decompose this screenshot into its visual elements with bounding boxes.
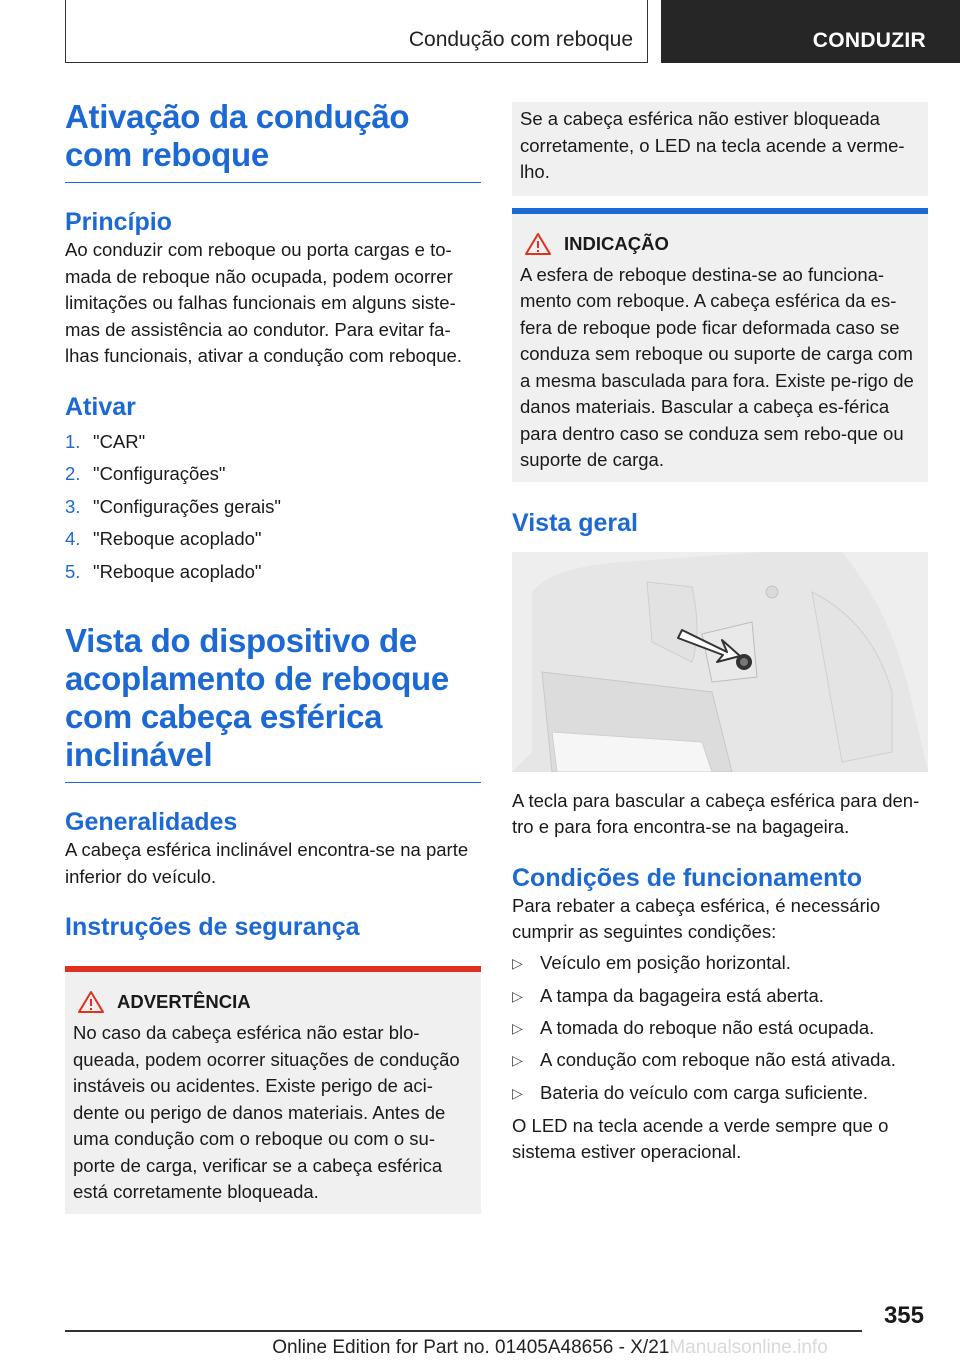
step-item: 5. "Reboque acoplado" xyxy=(65,560,262,582)
conditions-list xyxy=(512,948,928,1109)
header-chapter-tab xyxy=(661,0,960,63)
warning-box xyxy=(65,966,481,1214)
header-section-tab xyxy=(65,0,648,63)
list-item: ▷ Veículo em posição horizontal. xyxy=(512,948,928,980)
footer-watermark: Manualsonline.info xyxy=(669,1337,828,1358)
heading-overview: Vista geral xyxy=(512,508,639,537)
activation-steps xyxy=(65,426,481,589)
warning-title: ADVERTÊNCIA xyxy=(117,991,251,1012)
footer-edition: Online Edition for Part no. 01405A48656 - X/21 xyxy=(272,1337,670,1358)
footer-divider xyxy=(65,1330,862,1332)
heading-device-view: Vista do dispositivo de acoplamento de reboque com cabeça esférica inclinável xyxy=(65,622,481,783)
heading-safety: Instruções de segurança xyxy=(65,913,360,941)
header-chapter-title: CONDUZIR xyxy=(812,29,926,52)
paragraph-conditions: Para rebater a cabeça esférica, é necessário cumprir as seguintes condições: xyxy=(512,894,881,942)
triangle-bullet-icon: ▷ xyxy=(512,1052,523,1069)
notice-triangle-icon xyxy=(524,232,552,256)
triangle-bullet-icon: ▷ xyxy=(512,955,523,972)
triangle-bullet-icon: ▷ xyxy=(512,1019,523,1036)
list-item: ▷ A tomada do reboque não está ocupada. xyxy=(512,1012,928,1044)
list-item: ▷ A tampa da bagageira está aberta. xyxy=(512,980,928,1012)
warning-text: No caso da cabeça esférica não estar blo-queada, podem ocorrer situações de condução instáveis ou acidentes. Existe perigo de aci-dente ou perigo de danos materiais. Antes de uma condução com o reboque ou com o su-porte de carga, verificar se a cabeça esférica está corretamente bloqueada. xyxy=(73,1022,460,1202)
triangle-bullet-icon: ▷ xyxy=(512,1084,523,1101)
triangle-bullet-icon: ▷ xyxy=(512,987,523,1004)
step-item: 1. "CAR" xyxy=(65,430,146,452)
heading-activation: Ativação da condução com reboque xyxy=(65,98,481,183)
continued-note-box xyxy=(512,102,928,196)
list-item: ▷ A condução com reboque não está ativada. xyxy=(512,1044,928,1076)
notice-box xyxy=(512,208,928,482)
paragraph-overview: A tecla para bascular a cabeça esférica para den-tro e para fora encontra-se na bagageira. xyxy=(512,789,920,837)
step-item: 3. "Configurações gerais" xyxy=(65,495,281,517)
heading-general: Generalidades xyxy=(65,808,238,836)
step-item: 4. "Reboque acoplado" xyxy=(65,528,262,549)
trunk-button-figure xyxy=(512,552,928,772)
heading-principle: Princípio xyxy=(65,208,172,236)
step-item: 2. "Configurações" xyxy=(65,463,226,484)
heading-activate: Ativar xyxy=(65,392,136,421)
header-section-title: Condução com reboque xyxy=(408,28,633,51)
right-column xyxy=(512,102,928,1166)
left-column xyxy=(65,98,481,1214)
notice-text: A esfera de reboque destina-se ao funciona-mento com reboque. A cabeça esférica da es-fera de reboque pode ficar deformada caso se conduza sem reboque ou suporte de carga com a mesma basculada para fora. Existe pe-rigo de danos materiais. Bascular a cabeça es-férica para dentro caso se conduza sem rebo-que ou suporte de carga. xyxy=(520,263,914,470)
trunk-illustration-icon xyxy=(512,552,928,772)
warning-triangle-icon xyxy=(77,990,105,1014)
continued-note-text: Se a cabeça esférica não estiver bloqueada corretamente, o LED na tecla acende a verme-lho. xyxy=(520,108,905,182)
footer xyxy=(0,1337,960,1359)
heading-conditions: Condições de funcionamento xyxy=(512,863,863,892)
notice-title: INDICAÇÃO xyxy=(564,232,669,254)
paragraph-led: O LED na tecla acende a verde sempre que o sistema estiver operacional. xyxy=(512,1114,889,1163)
page-number: 355 xyxy=(883,1302,924,1329)
list-item: ▷ Bateria do veículo com carga suficiente. xyxy=(512,1077,928,1109)
paragraph-principle: Ao conduzir com reboque ou porta cargas e to-mada de reboque não ocupada, podem ocorrer limitações ou falhas funcionais em alguns siste-mas de assistência ao condutor. Para evitar fa-lhas funcionais, ativar a condução com reboque. xyxy=(65,239,462,366)
paragraph-general: A cabeça esférica inclinável encontra-se na parte inferior do veículo. xyxy=(65,839,469,887)
